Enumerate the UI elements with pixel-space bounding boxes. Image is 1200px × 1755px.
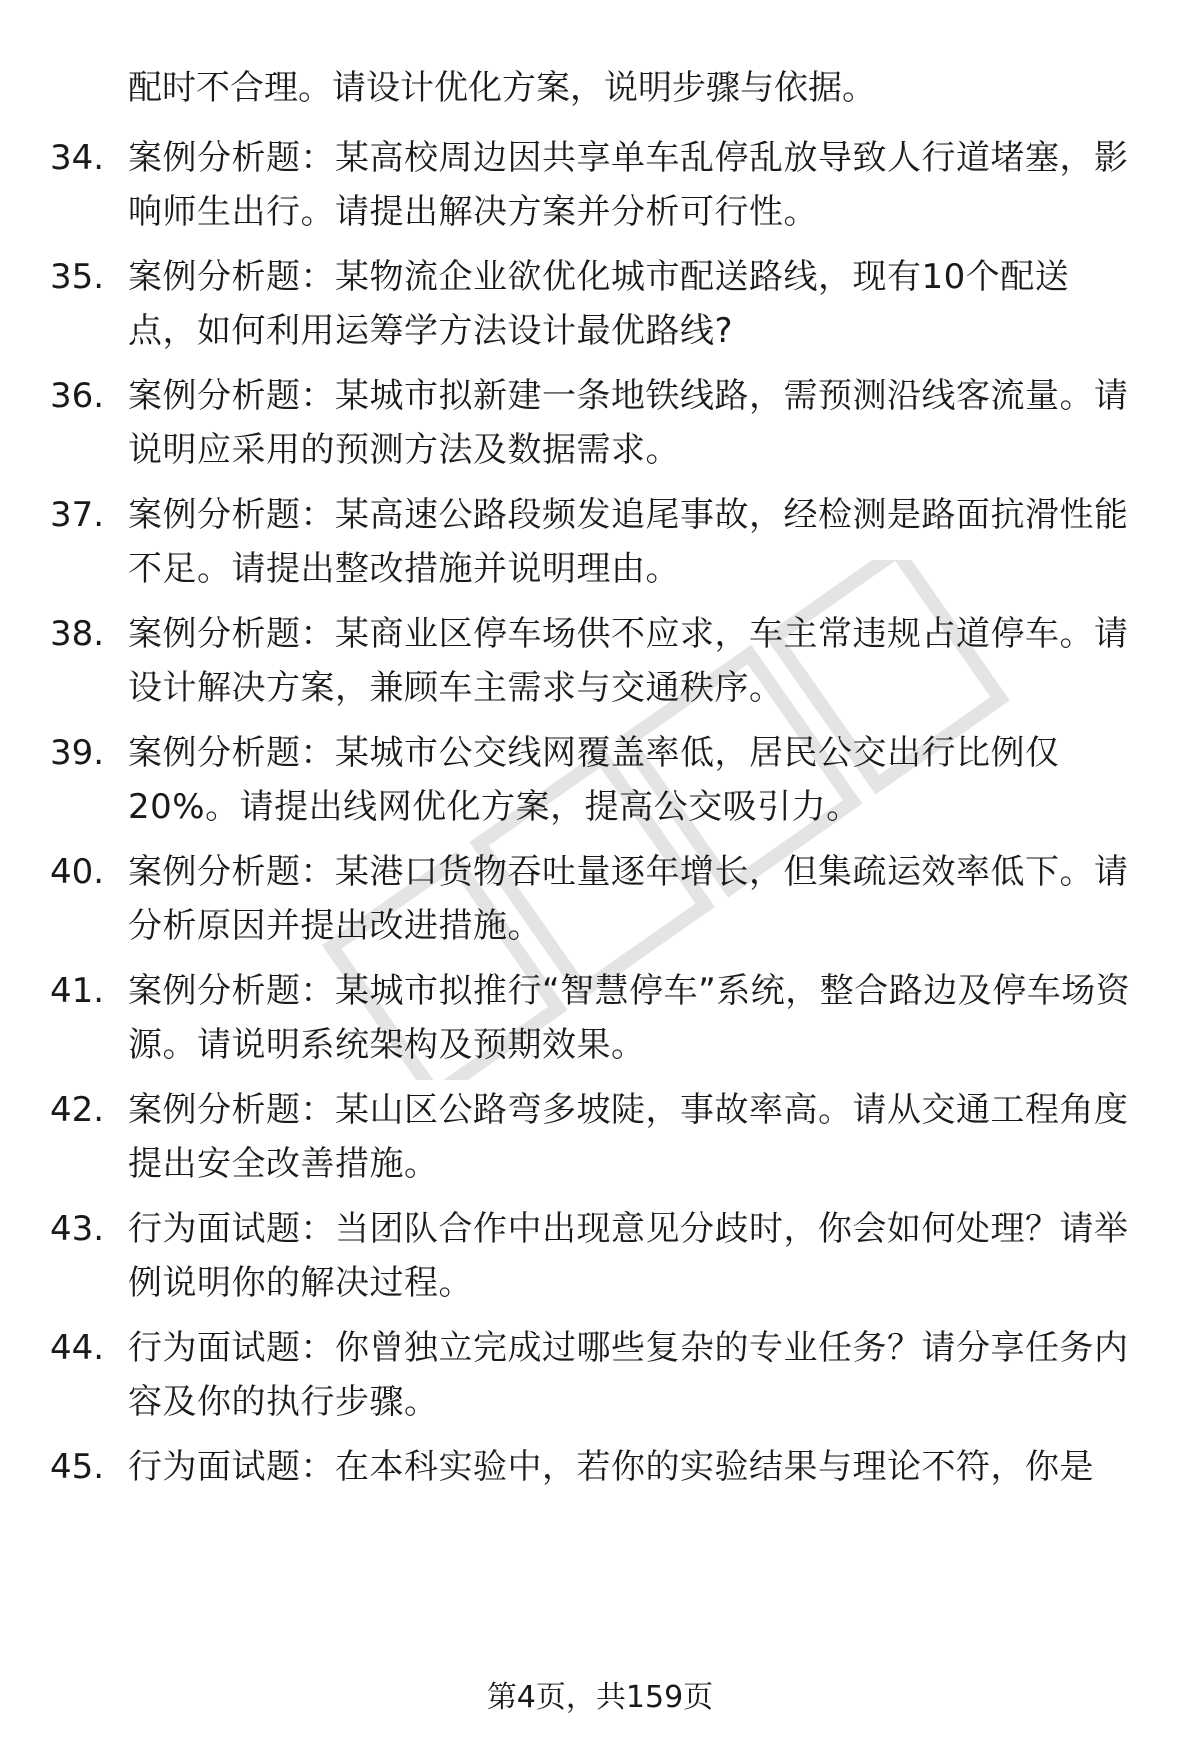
continuation-text: 配时不合理。请设计优化方案，说明步骤与依据。 [128,68,876,108]
page-footer: 第4页，共159页 [486,1680,714,1715]
question-text: 案例分析题：某山区公路弯多坡陡，事故率高。请从交通工程角度提出安全改善措施。 [128,1090,1129,1184]
question-number: 34. [50,138,105,178]
question-text: 案例分析题：某物流企业欲优化城市配送路线，现有10个配送点，如何利用运筹学方法设计最优路线? [128,257,1070,351]
question-number: 37. [50,495,105,535]
question-number: 35. [50,257,105,297]
question-text: 案例分析题：某港口货物吞吐量逐年增长，但集疏运效率低下。请分析原因并提出改进措施。 [128,852,1129,946]
question-number: 44. [50,1328,105,1368]
question-number: 39. [50,733,105,773]
question-number: 41. [50,971,105,1011]
question-number: 45. [50,1447,105,1487]
question-text: 案例分析题：某高速公路段频发追尾事故，经检测是路面抗滑性能不足。请提出整改措施并说明理由。 [128,495,1129,589]
question-text: 案例分析题：某城市拟推行“智慧停车”系统，整合路边及停车场资源。请说明系统架构及预期效果。 [128,971,1131,1065]
question-text: 行为面试题：在本科实验中，若你的实验结果与理论不符，你是 [128,1447,1094,1487]
question-number: 42. [50,1090,105,1130]
question-number: 40. [50,852,105,892]
question-text: 行为面试题：你曾独立完成过哪些复杂的专业任务？请分享任务内容及你的执行步骤。 [128,1328,1129,1422]
question-number: 43. [50,1209,105,1249]
question-text: 行为面试题：当团队合作中出现意见分歧时，你会如何处理？请举例说明你的解决过程。 [128,1209,1129,1303]
question-text: 案例分析题：某城市拟新建一条地铁线路，需预测沿线客流量。请说明应采用的预测方法及数据需求。 [128,376,1129,470]
question-text: 案例分析题：某城市公交线网覆盖率低，居民公交出行比例仅20%。请提出线网优化方案，提高公交吸引力。 [128,733,1060,827]
question-number: 36. [50,376,105,416]
question-text: 案例分析题：某商业区停车场供不应求，车主常违规占道停车。请设计解决方案，兼顾车主需求与交通秩序。 [128,614,1129,708]
question-text: 案例分析题：某高校周边因共享单车乱停乱放导致人行道堵塞，影响师生出行。请提出解决方案并分析可行性。 [128,138,1129,232]
question-number: 38. [50,614,105,654]
